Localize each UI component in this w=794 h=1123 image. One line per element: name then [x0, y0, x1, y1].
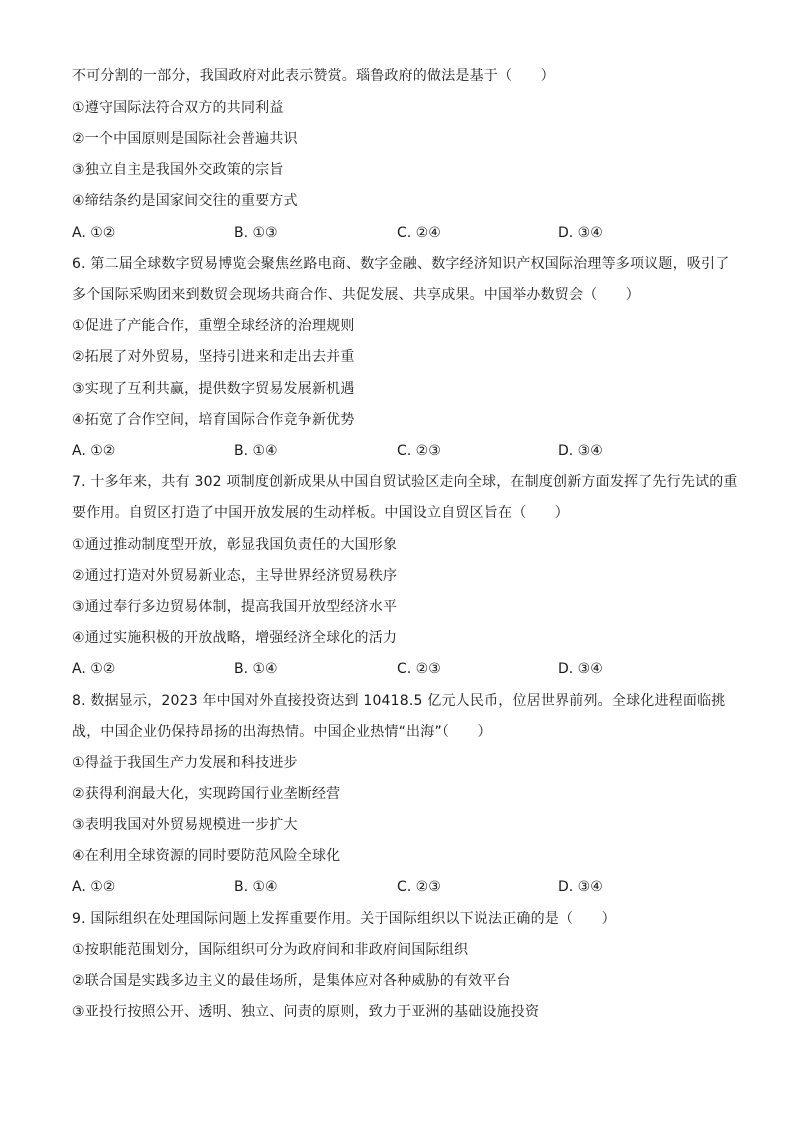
q8-stem-line-2: 战，中国企业仍保持昂扬的出海热情。中国企业热情“出海”（ ）: [72, 724, 492, 740]
q8-option-d[interactable]: D. ③④: [558, 879, 603, 895]
q8-item-4: ④在利用全球资源的同时要防范风险全球化: [72, 848, 341, 864]
q5-item-4: ④缔结条约是国家间交往的重要方式: [72, 193, 298, 209]
q6-stem-line-1: 6. 第二届全球数字贸易博览会聚焦丝路电商、数字金融、数字经济知识产权国际治理等多项议题，吸引了: [72, 256, 730, 272]
q8-option-b[interactable]: B. ①④: [234, 879, 278, 895]
q7-item-3: ③通过奉行多边贸易体制，提高我国开放型经济水平: [72, 599, 398, 615]
q5-option-a[interactable]: A. ①②: [72, 225, 116, 241]
q7-option-d[interactable]: D. ③④: [558, 661, 603, 677]
q5-item-1: ①遵守国际法符合双方的共同利益: [72, 100, 284, 116]
q5-option-c[interactable]: C. ②④: [397, 225, 441, 241]
q8-stem-line-1: 8. 数据显示，2023 年中国对外直接投资达到 10418.5 亿元人民币，位居世界前列。全球化进程面临挑: [72, 693, 726, 709]
q9-item-1: ①按职能范围划分，国际组织可分为政府间和非政府间国际组织: [72, 942, 469, 958]
q7-item-4: ④通过实施积极的开放战略，增强经济全球化的活力: [72, 630, 398, 646]
q7-stem-line-1: 7. 十多年来，共有 302 项制度创新成果从中国自贸试验区走向全球，在制度创新方面发挥了先行先试的重: [72, 474, 738, 490]
q6-item-1: ①促进了产能合作，重塑全球经济的治理规则: [72, 318, 355, 334]
q7-item-2: ②通过打造对外贸易新业态，主导世界经济贸易秩序: [72, 568, 398, 584]
q6-option-b[interactable]: B. ①④: [234, 443, 278, 459]
q5-option-b[interactable]: B. ①③: [234, 225, 278, 241]
q5-item-2: ②一个中国原则是国际社会普遍共识: [72, 131, 298, 147]
q5-stem-tail: 不可分割的一部分，我国政府对此表示赞赏。瑙鲁政府的做法是基于（ ）: [72, 68, 555, 84]
q6-options: [72, 441, 752, 461]
q5-item-3: ③独立自主是我国外交政策的宗旨: [72, 162, 284, 178]
q7-option-b[interactable]: B. ①④: [234, 661, 278, 677]
q6-item-4: ④拓宽了合作空间，培育国际合作竞争新优势: [72, 412, 355, 428]
q8-item-1: ①得益于我国生产力发展和科技进步: [72, 755, 298, 771]
q8-item-3: ③表明我国对外贸易规模进一步扩大: [72, 817, 298, 833]
q5-options: [72, 223, 752, 243]
q6-item-3: ③实现了互利共赢，提供数字贸易发展新机遇: [72, 381, 355, 397]
q6-option-a[interactable]: A. ①②: [72, 443, 116, 459]
q8-option-c[interactable]: C. ②③: [397, 879, 441, 895]
q9-stem-line-1: 9. 国际组织在处理国际问题上发挥重要作用。关于国际组织以下说法正确的是（ ）: [72, 911, 616, 927]
q6-option-c[interactable]: C. ②③: [397, 443, 441, 459]
q8-item-2: ②获得利润最大化，实现跨国行业垄断经营: [72, 786, 341, 802]
q5-option-d[interactable]: D. ③④: [558, 225, 603, 241]
q7-stem-line-2: 要作用。自贸区打造了中国开放发展的生动样板。中国设立自贸区旨在（ ）: [72, 505, 569, 521]
q8-options: [72, 877, 752, 897]
q7-option-a[interactable]: A. ①②: [72, 661, 116, 677]
q6-item-2: ②拓展了对外贸易，坚持引进来和走出去并重: [72, 349, 355, 365]
q7-options: [72, 659, 752, 679]
q7-option-c[interactable]: C. ②③: [397, 661, 441, 677]
q7-item-1: ①通过推动制度型开放，彰显我国负责任的大国形象: [72, 537, 398, 553]
q9-item-3: ③亚投行按照公开、透明、独立、问责的原则，致力于亚洲的基础设施投资: [72, 1004, 540, 1020]
q8-option-a[interactable]: A. ①②: [72, 879, 116, 895]
q6-stem-line-2: 多个国际采购团来到数贸会现场共商合作、共促发展、共享成果。中国举办数贸会（ ）: [72, 287, 640, 303]
q9-item-2: ②联合国是实践多边主义的最佳场所，是集体应对各种威胁的有效平台: [72, 973, 511, 989]
q6-option-d[interactable]: D. ③④: [558, 443, 603, 459]
